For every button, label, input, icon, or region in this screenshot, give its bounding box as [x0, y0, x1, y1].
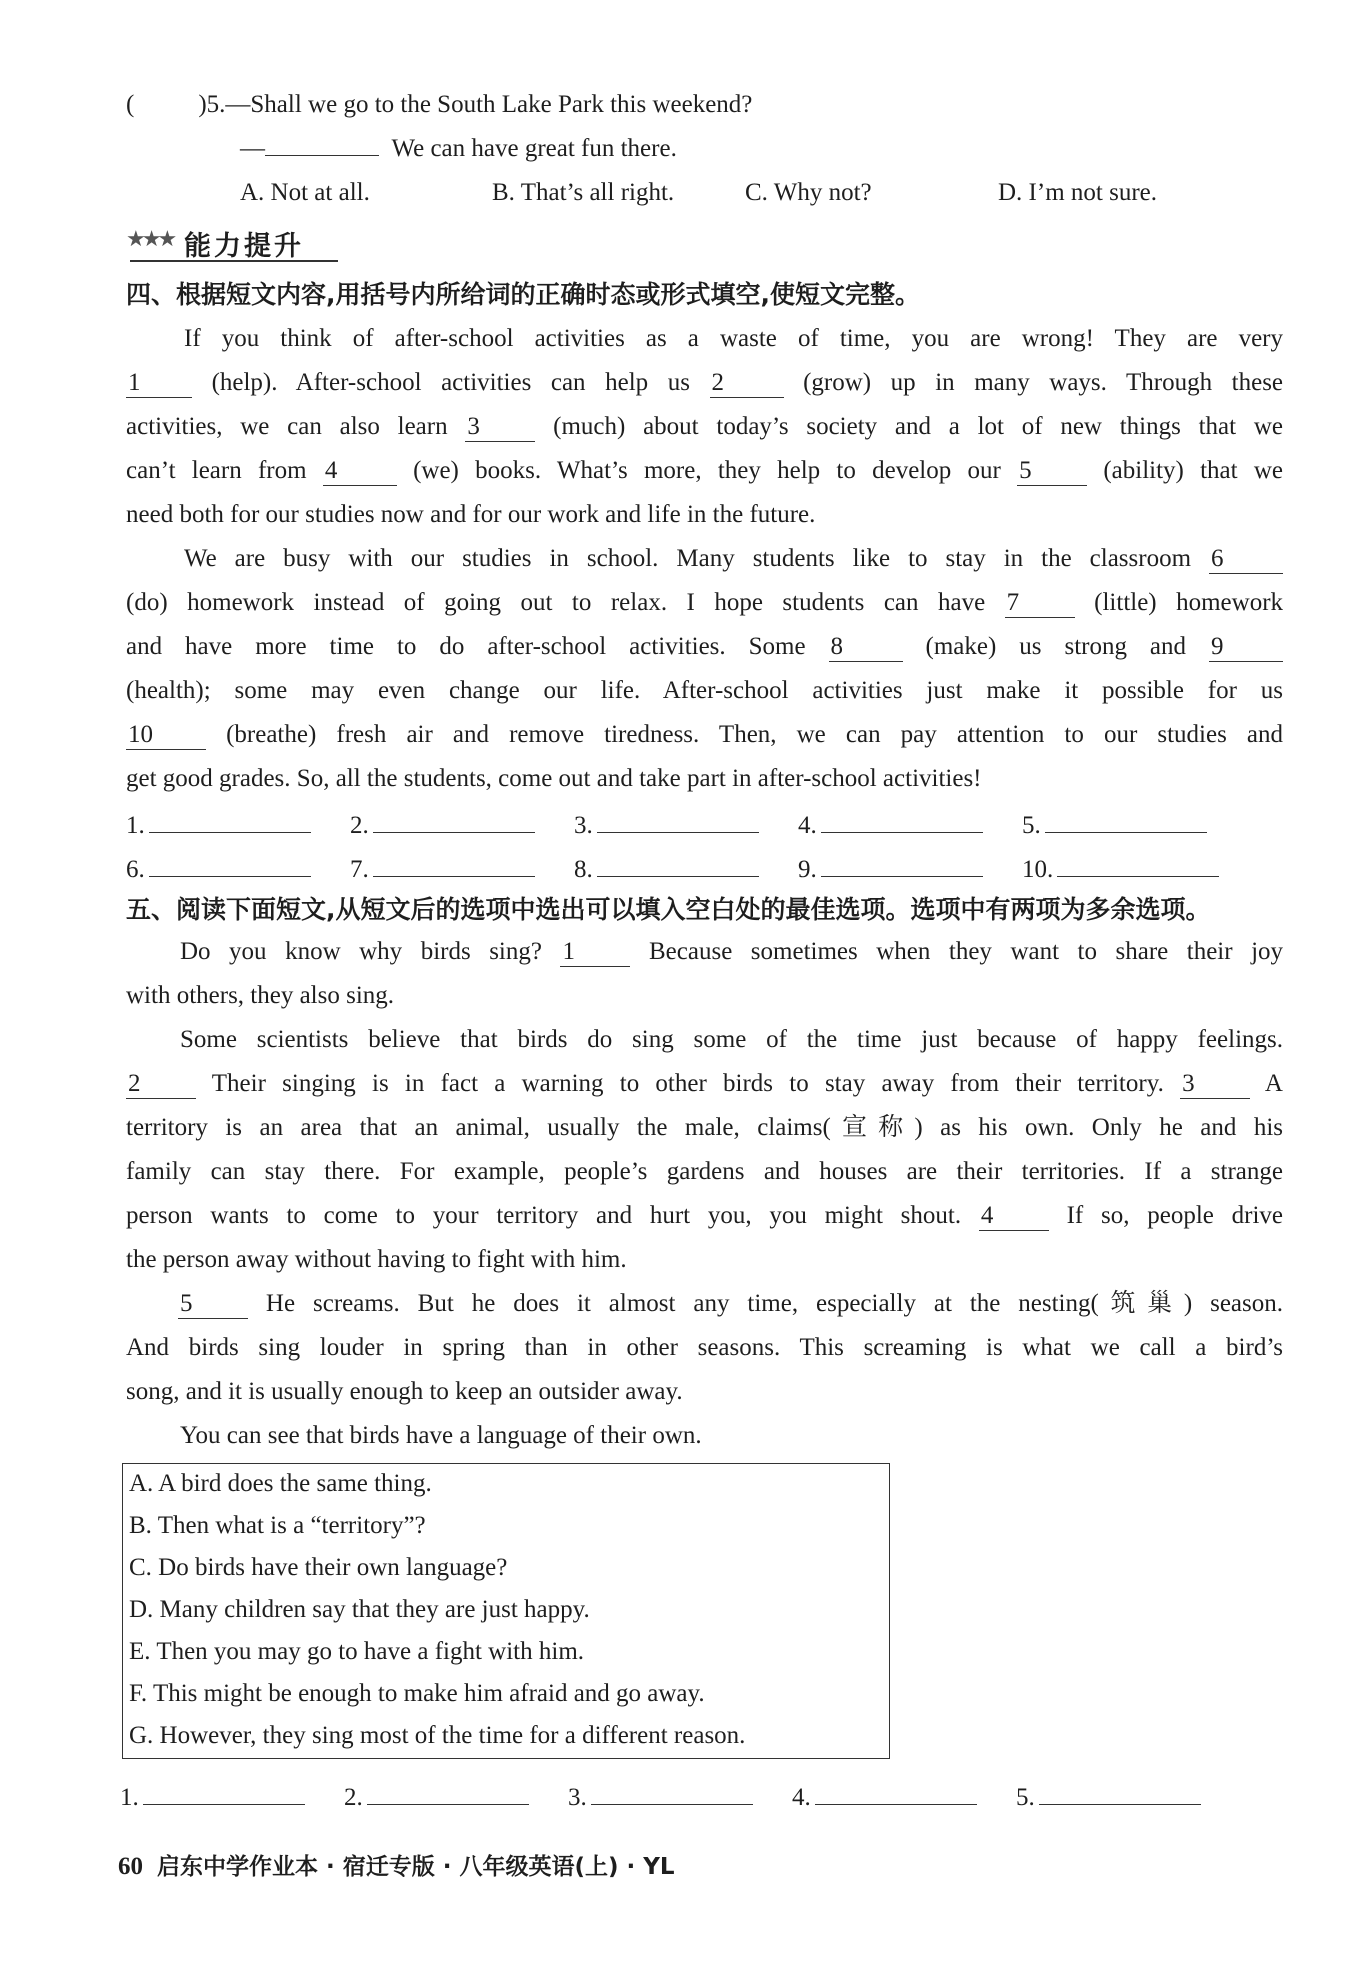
page-footer	[118, 1848, 675, 1881]
s5-line12: You can see that birds have a language of their own.	[180, 1422, 702, 1449]
s5-line1: Do you know why birds sing? 1 Because sometimes when they want to share their joy	[180, 938, 1284, 965]
option-d: D. Many children say that they are just happy.	[129, 1596, 590, 1623]
s4-para2-line1: We are busy with our studies in school. Many students like to stay in the classroom 6	[184, 542, 1283, 576]
s5-line8: the person away without having to fight with him.	[126, 1246, 627, 1273]
s5-blank-5[interactable]: 5	[178, 1290, 248, 1319]
q5-answer-line: — We can have great fun there.	[240, 135, 677, 162]
s4-blank-7[interactable]: 7	[1005, 589, 1075, 618]
section5-title: 五、阅读下面短文,从短文后的选项中选出可以填入空白处的最佳选项。选项中有两项为多余选项。	[126, 895, 1211, 924]
s4-blank-9[interactable]: 9	[1209, 633, 1283, 662]
section-badge-title: 能力提升	[184, 231, 304, 262]
s5-line5: territory is an area that an animal, usually the male, claims(宣称) as his own. Only he and his	[126, 1114, 1283, 1141]
book-title: 启东中学作业本 · 宿迁专版 · 八年级英语(上) · YL	[157, 1854, 675, 1880]
s4-blank-4[interactable]: 4	[323, 457, 397, 486]
s5-answer-field-5[interactable]	[1039, 1778, 1201, 1805]
s5-answer-field-4[interactable]	[815, 1778, 977, 1805]
q5-answer-blank[interactable]	[265, 155, 379, 156]
s5-blank-3[interactable]: 3	[1180, 1070, 1250, 1099]
s5-answer-field-3[interactable]	[591, 1778, 753, 1805]
s4-answer-field-9[interactable]	[821, 850, 983, 877]
s5-line2: with others, they also sing.	[126, 982, 395, 1009]
s4-answer-field-5[interactable]	[1045, 806, 1207, 833]
q5-option-b: B. That’s all right.	[492, 179, 675, 206]
option-a: A. A bird does the same thing.	[129, 1470, 432, 1497]
options-box	[122, 1463, 890, 1759]
s5-answer-field-2[interactable]	[367, 1778, 529, 1805]
s4-blank-10[interactable]: 10	[126, 721, 206, 750]
s4-answer-field-7[interactable]	[373, 850, 535, 877]
s4-para1-line5: need both for our studies now and for our work and life in the future.	[126, 501, 816, 528]
s4-answer-field-10[interactable]	[1057, 850, 1219, 877]
s4-answer-field-1[interactable]	[149, 806, 311, 833]
s4-answer-field-2[interactable]	[373, 806, 535, 833]
s5-blank-2[interactable]: 2	[126, 1070, 196, 1099]
s5-line6: family can stay there. For example, people’s gardens and houses are their territories. If a strange	[126, 1158, 1283, 1185]
s5-line3: Some scientists believe that birds do sing some of the time just because of happy feelings.	[180, 1026, 1283, 1053]
s4-blank-1[interactable]: 1	[126, 369, 192, 398]
q5-option-d: D. I’m not sure.	[998, 179, 1157, 206]
s5-blank-1[interactable]: 1	[560, 938, 630, 967]
q5-question-line	[126, 88, 752, 122]
s4-para1-line1: If you think of after-school activities as a waste of time, you are wrong! They are very	[184, 325, 1283, 352]
option-c: C. Do birds have their own language?	[129, 1554, 508, 1581]
badge-underline	[130, 260, 338, 262]
q5-option-a: A. Not at all.	[240, 179, 370, 206]
option-b: B. Then what is a “territory”?	[129, 1512, 426, 1539]
s4-answer-field-3[interactable]	[597, 806, 759, 833]
s5-line10: And birds sing louder in spring than in other seasons. This screaming is what we call a bird’s	[126, 1334, 1283, 1361]
s4-answer-field-4[interactable]	[821, 806, 983, 833]
s5-line11: song, and it is usually enough to keep an outsider away.	[126, 1378, 683, 1405]
stars-icon: ★★★	[126, 226, 174, 251]
s5-blank-4[interactable]: 4	[979, 1202, 1049, 1231]
s4-para1-line2: 1 (help). After-school activities can help us 2 (grow) up in many ways. Through these	[128, 369, 1284, 396]
worksheet-page: ( )5.—Shall we go to the South Lake Park this weekend? — We can have great fun there. A. Not at all. B. That’s all right. C. Why not? D. I’m not sure. ★★★ 能力提升 四、根据短文内容,用括号内所给词的正确时态或形式填空,使短文完整。 If you think of after-school activities as a waste of time, you are wrong! They are very 1 (help). After-school activities can help us 2 (grow) up in many ways. Through these activities, we can also learn 3 (much) about today’s society and a lot of new things that we can’t learn from 4 (we) books. What’s more, they help to develop our 5 (ability) that we need both for our studies now and for our work and life in the future. We are busy with our studies in school. Many students like to stay in the classroom 6 (do) homework instead of going out to relax. I hope students can have 7 (little) homework and have more time to do after-school activities. Some 8 (make) us strong and 9 (health); some may even change our life. After-school activities just make it possible for us 10 (breathe) fresh air and remove tiredness. Then, we can pay attention to our studies and get good grades. So, all the students, come out and take part in after-school activities! 1. 2. 3. 4. 5. 6. 7. 8. 9. 10. 五、阅读下面短文,从短文后的选项中选出可以填入空白处的最佳选项。选项中有两项为多余选项。 Do you know why birds sing? 1 Because sometimes when they want to share their joy with others, they also sing. Some scientists believe that birds do sing some of the time just because of happy feelings. 2 Their singing is in fact a warning to other birds to stay away from their territory. 3 A territory is an area that an animal, usually the male, claims(宣称) as his own. Only he and his family can stay there. For example, people’s gardens and houses are their territories. If a strange person wants to come to your territory and hurt you, you might shout. 4 If so, people drive the person away without having to fight with him. 5 He screams. But he does it almost any time, especially at the nesting(筑巢) season. And birds sing louder in spring than in other seasons. This screaming is what we call a bird’s song, and it is usually enough to keep an outsider away. You can see that birds have a language of their own. A. A bird does the same thing. B. Then what is a “territory”? C. Do birds have their own language? D. Many children say that they are just happy. E. Then you may go to have a fight with him. F. This might be enough to make him afraid and go away. G. However, they sing most of the time for a different reason. 1. 2. 3. 4. 5. 60 启东中学作业本 · 宿迁专版 · 八年级英语(上) · YL	[0, 0, 1350, 1971]
s4-blank-8[interactable]: 8	[829, 633, 903, 662]
s5-line9: 5 He screams. But he does it almost any time, especially at the nesting(筑巢) season.	[180, 1290, 1283, 1317]
s4-answer-field-8[interactable]	[597, 850, 759, 877]
section4-title: 四、根据短文内容,用括号内所给词的正确时态或形式填空,使短文完整。	[126, 280, 920, 309]
s4-para1-line3: activities, we can also learn 3 (much) about today’s society and a lot of new things that we	[126, 413, 1284, 440]
section-badge	[126, 224, 338, 266]
s4-para2-line3: and have more time to do after-school activities. Some 8 (make) us strong and 9	[126, 630, 1283, 664]
q5-option-c: C. Why not?	[745, 179, 872, 206]
page-number: 60	[118, 1853, 143, 1880]
q5-number: )5.	[198, 91, 226, 118]
option-e: E. Then you may go to have a fight with him.	[129, 1638, 585, 1665]
s4-para2-line5: 10 (breathe) fresh air and remove tiredness. Then, we can pay attention to our studies and	[128, 721, 1283, 748]
s4-para2-line2: (do) homework instead of going out to relax. I hope students can have 7 (little) homework	[126, 589, 1284, 616]
q5-question-text: —Shall we go to the South Lake Park this weekend?	[225, 91, 753, 118]
s4-blank-6[interactable]: 6	[1209, 545, 1283, 574]
s4-para2-line4: (health); some may even change our life. After-school activities just make it possible for us	[126, 677, 1283, 704]
answer-paren-open: (	[126, 91, 135, 118]
option-g: G. However, they sing most of the time for a different reason.	[129, 1722, 746, 1749]
s5-answer-field-1[interactable]	[143, 1778, 305, 1805]
s4-blank-5[interactable]: 5	[1017, 457, 1087, 486]
s4-answer-field-6[interactable]	[149, 850, 311, 877]
option-f: F. This might be enough to make him afraid and go away.	[129, 1680, 705, 1707]
s4-para1-line4: can’t learn from 4 (we) books. What’s more, they help to develop our 5 (ability) that we	[126, 457, 1283, 484]
s5-line7: person wants to come to your territory and hurt you, you might shout. 4 If so, people drive	[126, 1202, 1283, 1229]
s5-line4: 2 Their singing is in fact a warning to other birds to stay away from their territory. 3 A	[128, 1070, 1283, 1097]
s4-blank-3[interactable]: 3	[465, 413, 535, 442]
s4-blank-2[interactable]: 2	[710, 369, 784, 398]
s4-para2-line6: get good grades. So, all the students, come out and take part in after-school activities!	[126, 765, 982, 792]
